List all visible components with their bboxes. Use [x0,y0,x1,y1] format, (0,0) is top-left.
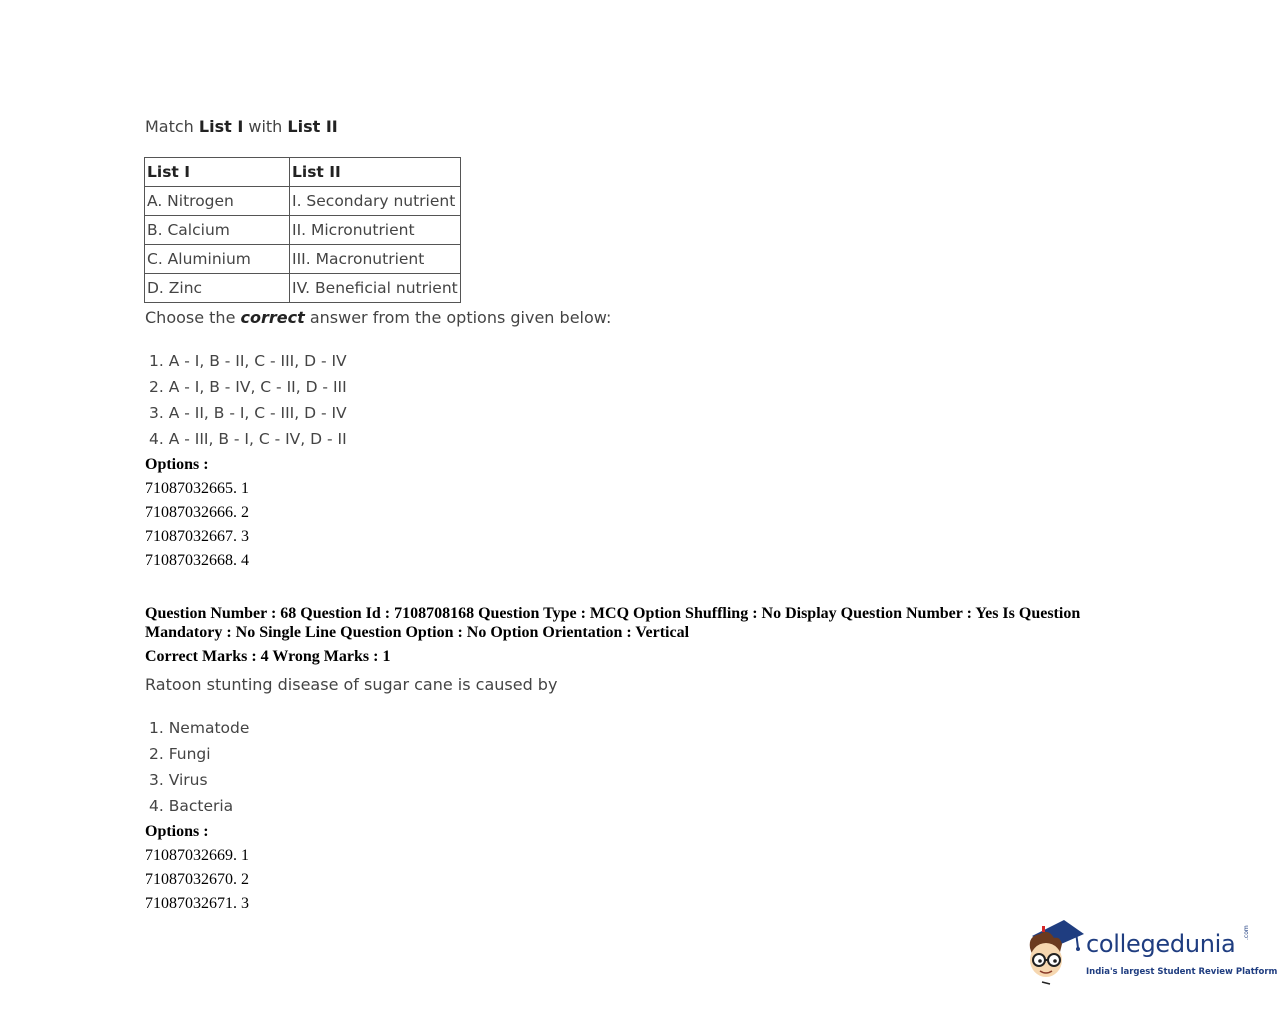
instruction-text: Choose the [145,308,241,327]
option-id: 71087032667. 3 [145,528,249,545]
question-2-text: Ratoon stunting disease of sugar cane is caused by [145,675,558,694]
question-2-meta: Question Number : 68 Question Id : 7108708168 Question Type : MCQ Option Shuffling : No Display Question Number : Yes Is Question Mandatory : No Single Line Question Option : No Option Orientation : Vertical [145,605,1081,641]
option-id: 71087032671. 3 [145,895,249,912]
intro-text: Match [145,117,199,136]
list-item: 3. A - II, B - I, C - III, D - IV [149,404,347,422]
intro-text: with [243,117,288,136]
list-item: 1. Nematode [149,719,250,737]
collegedunia-logo[interactable] [1024,918,1278,988]
match-table [144,157,461,303]
mascot-icon [1024,918,1086,988]
list-item: 1. A - I, B - II, C - III, D - IV [149,352,347,370]
table-cell: I. Secondary nutrient [290,187,461,216]
table-cell: A. Nitrogen [145,187,290,216]
list-item: 2. A - I, B - IV, C - II, D - III [149,378,347,396]
table-header-cell: List II [290,158,461,187]
table-cell: III. Macronutrient [290,245,461,274]
question-1-options [145,453,249,573]
table-cell: II. Micronutrient [290,216,461,245]
table-cell: D. Zinc [145,274,290,303]
table-cell: B. Calcium [145,216,290,245]
list-item: 2. Fungi [149,745,211,763]
intro-list1: List I [198,117,244,136]
question-2-choices [145,715,249,819]
table-row [145,216,461,245]
instruction-text: answer from the options given below: [304,308,612,327]
logo-tagline: India's largest Student Review Platform [1086,967,1278,977]
table-cell: IV. Beneficial nutrient [290,274,461,303]
choose-instruction [145,308,611,328]
instruction-emphasis: correct [240,308,305,327]
option-id: 71087032668. 4 [145,552,249,569]
option-id: 71087032666. 2 [145,504,249,521]
list-item: 4. Bacteria [149,797,234,815]
question-1-intro [145,117,338,137]
question-1-choices [145,348,347,452]
option-id: 71087032670. 2 [145,871,249,888]
options-label: Options : [145,456,209,473]
table-cell: C. Aluminium [145,245,290,274]
option-id: 71087032665. 1 [145,480,249,497]
list-item: 4. A - III, B - I, C - IV, D - II [149,430,347,448]
question-2-options [145,820,249,916]
list-item: 3. Virus [149,771,208,789]
intro-list2: List II [287,117,338,136]
table-row [145,187,461,216]
table-header-row [145,158,461,187]
question-2-marks: Correct Marks : 4 Wrong Marks : 1 [145,648,391,665]
table-row [145,274,461,303]
logo-wordmark: collegedunia [1086,930,1236,958]
option-id: 71087032669. 1 [145,847,249,864]
options-label: Options : [145,823,209,840]
table-header-cell: List I [145,158,290,187]
table-row [145,245,461,274]
logo-dotcom: .com [1243,925,1250,940]
